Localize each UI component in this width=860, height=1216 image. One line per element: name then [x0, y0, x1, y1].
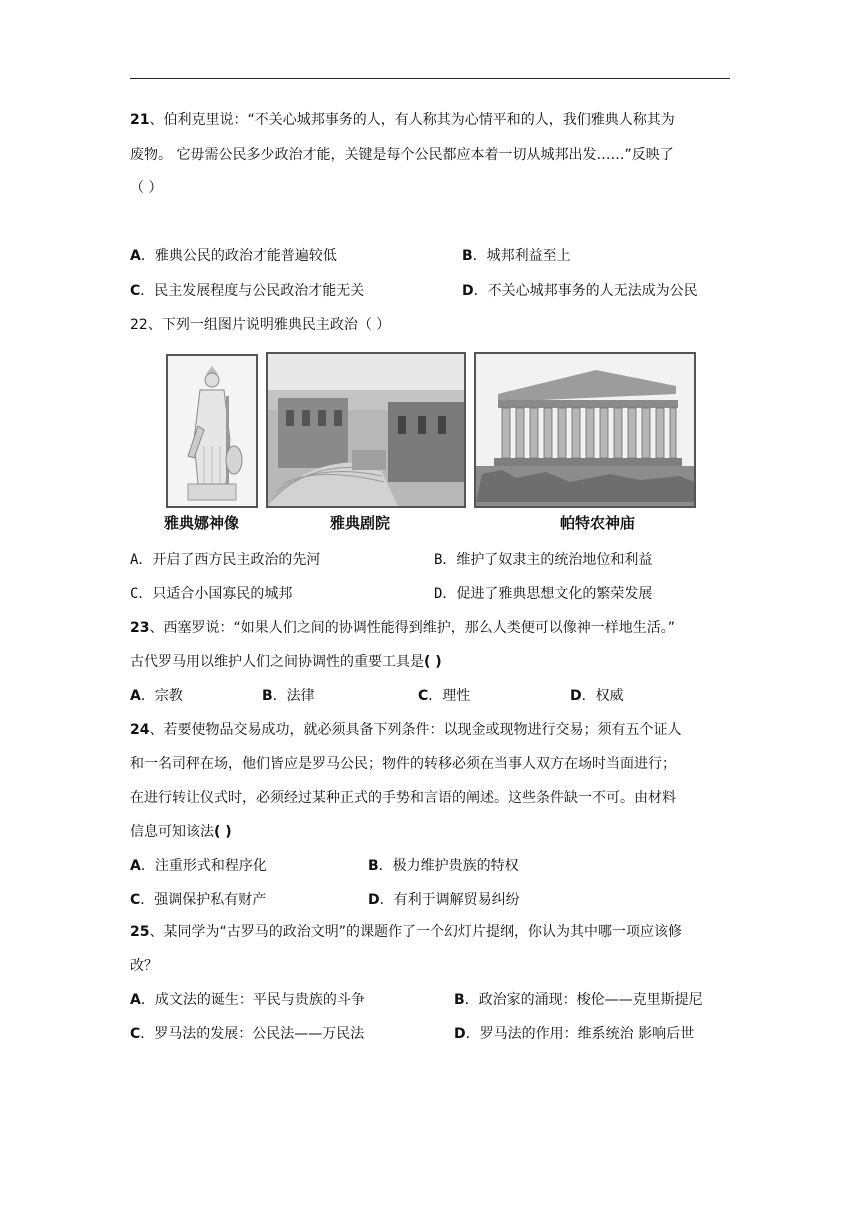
q21-option-d[interactable]: D．不关心城邦事务的人无法成为公民 [462, 283, 698, 299]
q24-option-c[interactable]: C．强调保护私有财产 [130, 892, 267, 908]
q23-line1: 23、西塞罗说：“如果人们之间的协调性能得到维护，那么人类便可以像神一样地生活。” [130, 620, 675, 636]
caption-theatre: 雅典剧院 [330, 514, 391, 532]
q25-option-c[interactable]: C．罗马法的发展：公民法——万民法 [130, 1026, 365, 1042]
q25-option-b[interactable]: B．政治家的涌现：梭伦——克里斯提尼 [454, 992, 703, 1008]
q23-option-b[interactable]: B．法律 [262, 688, 315, 704]
q23-line2: 古代罗马用以维护人们之间协调性的重要工具是( ) [130, 654, 442, 670]
q23-option-c[interactable]: C．理性 [418, 688, 471, 704]
q23-option-a[interactable]: A．宗教 [130, 688, 183, 704]
q23-option-d[interactable]: D．权威 [570, 688, 624, 704]
athens-theatre-image [266, 352, 466, 508]
athena-statue-image [166, 354, 258, 508]
q21-line2: 废物。 它毋需公民多少政治才能，关键是每个公民都应本着一切从城邦出发……”反映了 [130, 147, 674, 163]
q24-line1: 24、若要使物品交易成功，就必须具备下列条件：以现金或现物进行交易；须有五个证人 [130, 722, 682, 738]
q24-line2: 和一名司秤在场，他们皆应是罗马公民；物件的转移必须在当事人双方在场时当面进行； [130, 756, 676, 772]
q24-option-a[interactable]: A．注重形式和程序化 [130, 858, 267, 874]
q22-option-c[interactable]: C．只适合小国寡民的城邦 [130, 586, 293, 602]
q25-option-a[interactable]: A．成文法的诞生：平民与贵族的斗争 [130, 992, 365, 1008]
q25-line1: 25、某同学为“古罗马的政治文明”的课题作了一个幻灯片提纲，你认为其中哪一项应该修 [130, 924, 682, 940]
q21-option-b[interactable]: B．城邦利益至上 [462, 248, 571, 264]
q21-line1: 21、伯利克里说：“不关心城邦事务的人，有人称其为心情平和的人，我们雅典人称其为 [130, 112, 675, 128]
q22-stem: 22、下列一组图片说明雅典民主政治（ ） [130, 317, 391, 333]
q25-option-d[interactable]: D．罗马法的作用：维系统治 影响后世 [454, 1026, 695, 1042]
parthenon-image [474, 352, 696, 508]
q24-number: 24 [130, 722, 150, 738]
q22-option-b[interactable]: B．维护了奴隶主的统治地位和利益 [434, 552, 653, 568]
q25-line2: 改？ [130, 958, 158, 974]
q23-number: 23 [130, 620, 150, 636]
q24-line4: 信息可知该法( ) [130, 824, 232, 840]
q21-option-c[interactable]: C．民主发展程度与公民政治才能无关 [130, 283, 365, 299]
q22-option-a[interactable]: A．开启了西方民主政治的先河 [130, 552, 321, 568]
q24-line3: 在进行转让仪式时，必须经过某种正式的手势和言语的阐述。这些条件缺一不可。由材料 [130, 790, 676, 806]
header-rule [130, 78, 730, 79]
caption-athena: 雅典娜神像 [164, 514, 240, 532]
q22-option-d[interactable]: D．促进了雅典思想文化的繁荣发展 [434, 586, 653, 602]
q24-option-b[interactable]: B．极力维护贵族的特权 [368, 858, 519, 874]
q21-number: 21 [130, 112, 150, 128]
q25-number: 25 [130, 924, 150, 940]
q24-option-d[interactable]: D．有利于调解贸易纠纷 [368, 892, 520, 908]
q21-paren: （ ） [130, 180, 163, 196]
caption-parthenon: 帕特农神庙 [560, 514, 636, 532]
q21-option-a[interactable]: A．雅典公民的政治才能普遍较低 [130, 248, 337, 264]
